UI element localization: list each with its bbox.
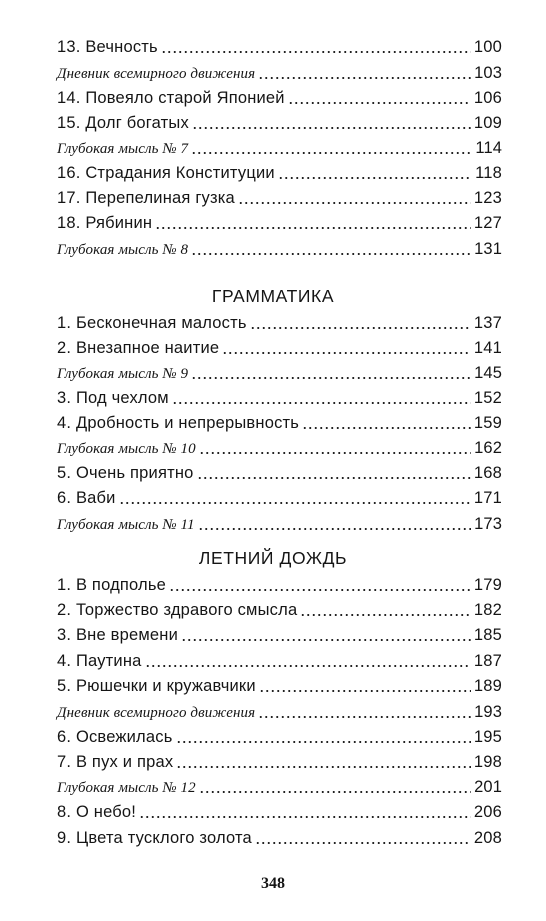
entry-page-number: 141 [473,339,502,357]
entry-page-number: 198 [473,753,502,771]
entry-title: 14. Повеяло старой Японией [57,89,285,107]
dot-leader [302,427,471,429]
dot-leader [199,452,471,454]
toc-entry [57,775,502,799]
entry-page-number: 195 [473,728,502,746]
entry-page-number: 171 [473,489,502,507]
toc-entry [57,411,502,435]
dot-leader [169,589,471,591]
entry-title: 4. Паутина [57,652,142,670]
entry-page-number: 109 [473,114,502,132]
dot-leader [161,51,471,53]
entry-page-number: 182 [473,601,502,619]
toc-entry [57,750,502,774]
entry-page-number: 208 [473,829,502,847]
entry-title: 3. Под чехлом [57,389,169,407]
toc-entry [57,237,502,261]
entry-title: 2. Торжество здравого смысла [57,601,298,619]
dot-leader [300,614,471,616]
toc-entry [57,436,502,460]
entry-page-number: 137 [473,314,502,332]
toc-entry [57,623,502,647]
entry-page-number: 145 [474,364,502,382]
dot-leader [119,502,471,504]
entry-title: Глубокая мысль № 8 [57,242,189,258]
toc-entry [57,61,502,85]
entry-title: 3. Вне времени [57,626,178,644]
toc-entry [57,361,502,385]
toc-entry [57,35,502,59]
entry-title: Глубокая мысль № 9 [57,366,189,382]
dot-leader [288,102,471,104]
dot-leader [199,791,471,793]
toc-entry [57,111,502,135]
entry-title: 6. Ваби [57,489,116,507]
toc-entry [57,386,502,410]
entry-page-number: 168 [473,464,502,482]
entry-page-number: 201 [474,778,502,796]
dot-leader [198,528,472,530]
section-heading: ЛЕТНИЙ ДОЖДЬ [198,548,348,568]
entry-page-number: 114 [475,139,502,157]
entry-title: 6. Освежилась [57,728,173,746]
toc-entry [57,826,502,850]
toc-entry [57,700,502,724]
dot-leader [258,77,471,79]
dot-leader [176,741,471,743]
entry-title: 7. В пух и прах [57,753,174,771]
entry-title: 13. Вечность [57,38,158,56]
dot-leader [238,202,471,204]
entry-title: 15. Долг богатых [57,114,189,132]
entry-page-number: 206 [473,803,502,821]
entry-title: Глубокая мысль № 7 [57,141,189,157]
toc-entry [57,136,502,160]
toc-entry [57,161,502,185]
entry-page-number: 152 [473,389,502,407]
dot-leader [197,477,471,479]
dot-leader [145,665,471,667]
dot-leader [258,716,471,718]
toc-entry [57,461,502,485]
entry-title: 1. В подполье [57,576,167,594]
entry-title: Глубокая мысль № 10 [57,441,196,457]
dot-leader [181,639,471,641]
entry-page-number: 159 [473,414,502,432]
entry-page-number: 103 [474,64,502,82]
entry-title: 18. Рябинин [57,214,153,232]
toc-entry [57,311,502,335]
dot-leader [155,227,471,229]
dot-leader [172,402,471,404]
entry-title: Глубокая мысль № 11 [57,517,195,533]
entry-page-number: 185 [473,626,502,644]
entry-page-number: 187 [473,652,502,670]
entry-page-number: 131 [474,240,502,258]
toc-entry [57,186,502,210]
entry-title: Глубокая мысль № 12 [57,780,196,796]
entry-title: 9. Цвета тусклого золота [57,829,252,847]
dot-leader [191,253,471,255]
toc-entry [57,725,502,749]
dot-leader [192,127,471,129]
dot-leader [250,327,471,329]
entry-page-number: 193 [474,703,502,721]
dot-leader [191,152,472,154]
toc-entry [57,674,502,698]
toc-entry [57,512,502,536]
entry-page-number: 106 [473,89,502,107]
entry-title: 5. Очень приятно [57,464,194,482]
entry-title: Дневник всемирного движения [57,66,256,82]
dot-leader [259,690,471,692]
section-heading: ГРАММАТИКА [211,286,335,306]
dot-leader [278,177,472,179]
entry-page-number: 162 [474,439,502,457]
entry-title: 17. Перепелиная гузка [57,189,235,207]
entry-page-number: 189 [473,677,502,695]
entry-title: 1. Бесконечная малость [57,314,247,332]
toc-entry [57,86,502,110]
entry-title: 2. Внезапное наитие [57,339,220,357]
entry-page-number: 179 [473,576,502,594]
entry-title: 8. О небо! [57,803,137,821]
entry-page-number: 100 [473,38,502,56]
toc-entry [57,598,502,622]
entry-title: Дневник всемирного движения [57,705,256,721]
toc-entry [57,649,502,673]
entry-page-number: 173 [474,515,502,533]
entry-page-number: 127 [473,214,502,232]
toc-entry [57,211,502,235]
dot-leader [176,766,471,768]
toc-entry [57,800,502,824]
toc-entry [57,336,502,360]
entry-title: 5. Рюшечки и кружавчики [57,677,256,695]
entry-title: 16. Страдания Конституции [57,164,275,182]
toc-entry [57,573,502,597]
dot-leader [191,377,471,379]
entry-page-number: 123 [473,189,502,207]
entry-page-number: 118 [475,164,502,182]
entry-title: 4. Дробность и непрерывность [57,414,300,432]
dot-leader [222,352,471,354]
dot-leader [255,842,471,844]
page-number: 348 [261,875,285,892]
dot-leader [139,816,471,818]
toc-entry [57,486,502,510]
